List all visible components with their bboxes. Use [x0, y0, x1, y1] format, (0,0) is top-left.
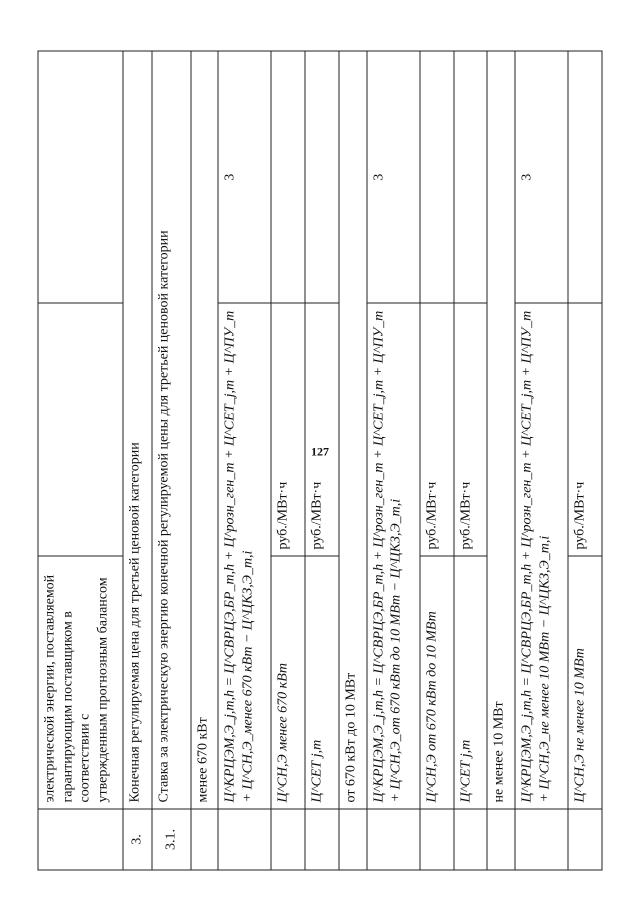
row-balance-num	[38, 809, 123, 870]
section-3-1-title: Ставка за электрическую энергию конечной регулируемой цены для третьей ценовой категории	[152, 51, 190, 809]
formula-1: Ц^КРЦЭМ,Э_j,m,h = Ц^СВРЦЭ,БР_m,h + Ц^розн_ген_m + Ц^СЕТ_j,m + Ц^ПУ_m + Ц^СН,Э_менее 670 кВт − Ц^ЦКЗ,Э_m,i	[218, 304, 271, 810]
item-row-2-0	[420, 51, 454, 870]
item-row-3-0	[568, 51, 602, 870]
item-1-0-label: Ц^СН,Э менее 670 кВт	[271, 556, 305, 809]
formula-3-num	[515, 809, 568, 870]
formula-row-1	[218, 51, 271, 870]
heading-1: менее 670 кВт	[191, 51, 219, 809]
heading-3: не менее 10 МВт	[487, 51, 515, 809]
balance-line-1: электрической энергии, поставляемой	[42, 574, 58, 803]
heading-2-num	[339, 809, 367, 870]
formula-row-2	[367, 51, 420, 870]
item-row-2-1	[454, 51, 488, 870]
heading-3-num	[487, 809, 515, 870]
row-balance-val	[38, 51, 123, 304]
row-balance-unit	[38, 304, 123, 557]
item-3-0-unit: руб./МВт·ч	[568, 304, 602, 557]
row-balance	[38, 51, 123, 870]
page-number: 127	[311, 444, 329, 459]
item-1-0-num	[271, 809, 305, 870]
formula-2-num	[367, 809, 420, 870]
section-3-num: 3.	[123, 809, 153, 870]
item-2-0-num	[420, 809, 454, 870]
heading-row-1	[191, 51, 219, 870]
balance-line-2: гарантирующим поставщиком в соответствии с	[60, 611, 93, 803]
item-2-1-num	[454, 809, 488, 870]
item-1-1-num	[305, 809, 339, 870]
item-2-0-unit: руб./МВт·ч	[420, 304, 454, 557]
heading-2: от 670 кВт до 10 МВт	[339, 51, 367, 809]
item-1-0-unit: руб./МВт·ч	[271, 304, 305, 557]
formula-2-col3: 3	[367, 51, 420, 304]
item-2-1-val	[454, 51, 488, 304]
heading-1-num	[191, 809, 219, 870]
item-1-1-val	[305, 51, 339, 304]
item-3-0-val	[568, 51, 602, 304]
formula-row-3	[515, 51, 568, 870]
item-row-1-1	[305, 51, 339, 870]
rotated-table-container	[38, 51, 603, 871]
balance-line-3: утвержденным прогнозным балансом	[95, 577, 110, 803]
row-balance-text	[38, 556, 123, 809]
heading-row-2	[339, 51, 367, 870]
section-3-1-num: 3.1.	[152, 809, 190, 870]
item-1-1-unit: руб./МВт·ч	[305, 304, 339, 557]
item-2-1-unit: руб./МВт·ч	[454, 304, 488, 557]
item-2-0-label: Ц^СН,Э от 670 кВт до 10 МВт	[420, 556, 454, 809]
formula-1-num	[218, 809, 271, 870]
item-3-0-label: Ц^СН,Э не менее 10 МВт	[568, 556, 602, 809]
formula-2: Ц^КРЦЭМ,Э_j,m,h = Ц^СВРЦЭ,БР_m,h + Ц^розн_ген_m + Ц^СЕТ_j,m + Ц^ПУ_m + Ц^СН,Э_от 670 кВт до 10 МВт − Ц^ЦКЗ,Э_m,i	[367, 304, 420, 810]
item-2-0-val	[420, 51, 454, 304]
row-section-3	[123, 51, 153, 870]
item-1-0-val	[271, 51, 305, 304]
tariff-table	[38, 51, 603, 871]
formula-3-col3: 3	[515, 51, 568, 304]
item-1-1-label: Ц^СЕТ j,m	[305, 556, 339, 809]
item-row-1-0	[271, 51, 305, 870]
heading-row-3	[487, 51, 515, 870]
item-3-0-num	[568, 809, 602, 870]
formula-3: Ц^КРЦЭМ,Э_j,m,h = Ц^СВРЦЭ,БР_m,h + Ц^розн_ген_m + Ц^СЕТ_j,m + Ц^ПУ_m + Ц^СН,Э_не менее 10 МВт − Ц^ЦКЗ,Э_m,i	[515, 304, 568, 810]
row-section-3-1	[152, 51, 190, 870]
formula-1-col3: 3	[218, 51, 271, 304]
section-3-title: Конечная регулируемая цена для третьей ценовой категории	[123, 51, 153, 809]
item-2-1-label: Ц^СЕТ j,m	[454, 556, 488, 809]
